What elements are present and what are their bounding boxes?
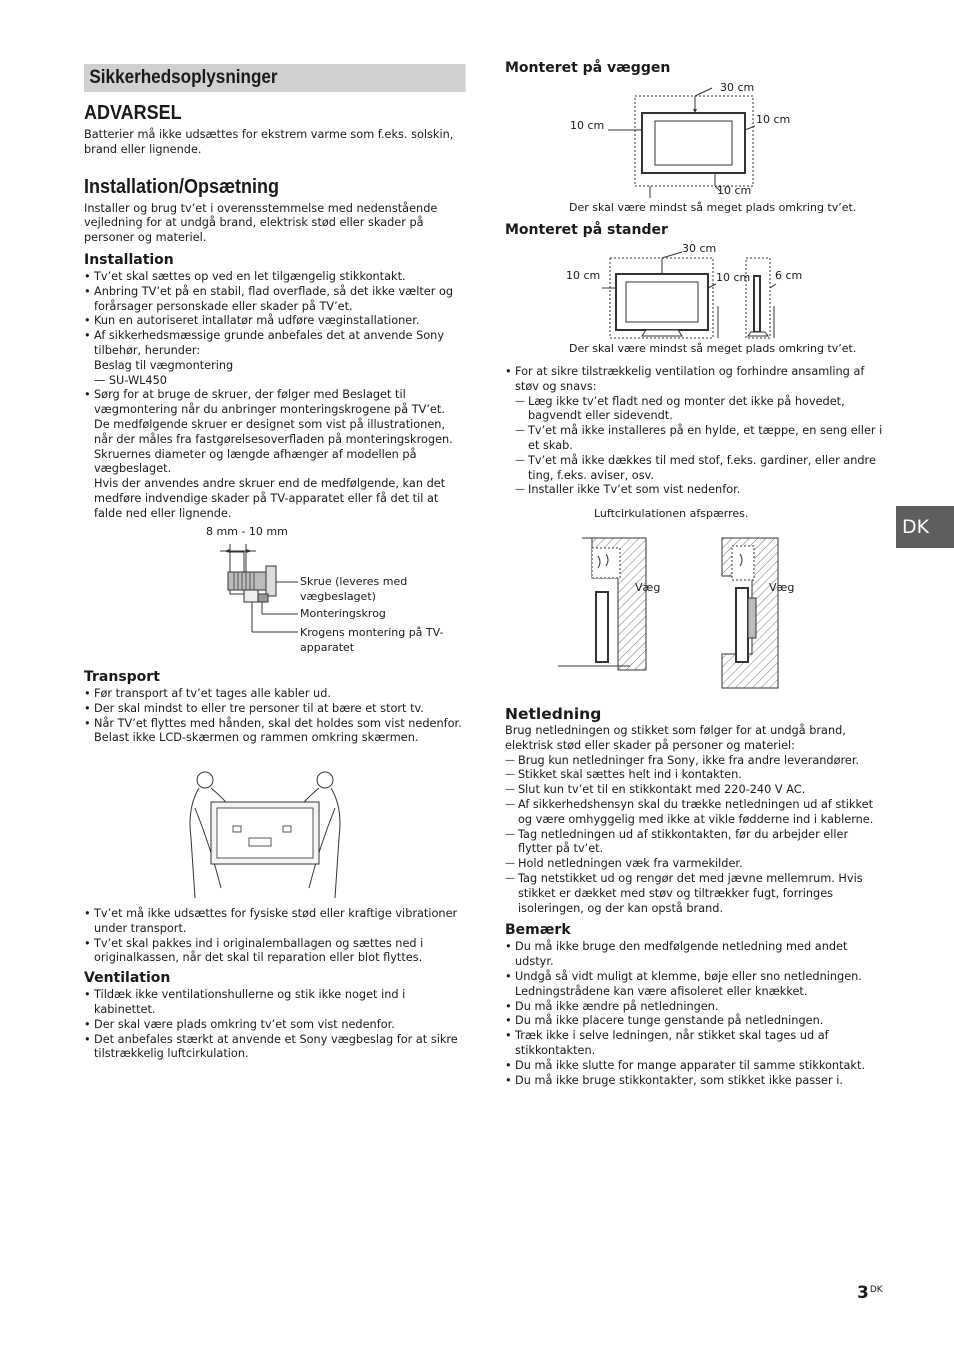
bemaerk-heading: Bemærk (505, 922, 571, 939)
list-item: — Brug kun netledninger fra Sony, ikke fra andre leverandører. (505, 754, 885, 769)
list-item: • Du må ikke bruge den medfølgende netledning med andet udstyr. (505, 940, 885, 970)
transport-list-2 (84, 907, 464, 966)
airflow-diagram (556, 536, 795, 691)
page-number-value: 3 (857, 1283, 869, 1303)
stand-mount-diagram (560, 240, 880, 340)
carry-tv-illustration (185, 768, 345, 900)
stand-right-clearance: 10 cm (716, 271, 751, 284)
page-number-suffix: DK (869, 1285, 883, 1295)
wall-left-clearance: 10 cm (570, 119, 605, 132)
netledning-section (505, 704, 885, 1088)
list-item: • Du må ikke ændre på netledningen. (505, 1000, 885, 1015)
installation-heading: Installation (84, 251, 174, 268)
list-item: • Anbring TV’et på en stabil, flad overflade, så det ikke vælter og forårsager personskade eller skader på TV’et. (84, 285, 464, 315)
transport-heading: Transport (84, 669, 160, 685)
ventilation-list (84, 988, 464, 1062)
airflow-sublist (515, 395, 885, 499)
bemaerk-list (505, 940, 885, 1088)
list-item: • Sørg for at bruge de skruer, der følger med Beslaget til vægmontering når du anbringer monteringskrogene på TV’et. De medfølgende skruer er designet som vist på illustrationen, når der måles fra fastgørelsesoverfladen på monteringskrogen. Skruernes diameter og længde afhænger af modellen på vægbeslaget. Hvis der anvendes andre skruer end de medfølgende, kan det medføre indvendige skader på TV-apparatet eller få det til at falde ned eller lignende. (84, 388, 464, 521)
list-item: — Hold netledningen væk fra varmekilder. (505, 857, 885, 872)
list-item: • Når TV’et flyttes med hånden, skal det holdes som vist nedenfor. Belast ikke LCD-skærmen og rammen omkring skærmen. (84, 717, 464, 747)
airflow-list (505, 365, 885, 498)
stand-side-clearance: 6 cm (775, 269, 803, 282)
wall-mount-illustration (560, 78, 880, 200)
screw-dimension-label: 8 mm - 10 mm (206, 525, 288, 538)
list-item: • Der skal mindst to eller tre personer til at bære et stort tv. (84, 702, 464, 717)
installation-list (84, 270, 464, 522)
airflow-section (505, 365, 885, 498)
list-item: • Det anbefales stærkt at anvende et Sony vægbeslag for at sikre tilstrækkelig luftcirkulation. (84, 1033, 464, 1063)
list-item: • Af sikkerhedsmæssige grunde anbefales det at anvende Sony tilbehør, herunder: Beslag til vægmontering — SU-WL450 (84, 329, 464, 388)
transport-list (84, 687, 464, 746)
screw-illustration (200, 524, 310, 659)
list-item: • Du må ikke slutte for mange apparater til samme stikkontakt. (505, 1059, 885, 1074)
wall-label-2: Væg (769, 581, 795, 594)
wall-mount-diagram (560, 78, 880, 200)
list-item: • Tv’et må ikke udsættes for fysiske stød eller kraftige vibrationer under transport. (84, 907, 464, 937)
ventilation-heading: Ventilation (84, 970, 171, 987)
list-item: • Du må ikke bruge stikkontakter, som stikket ikke passer i. (505, 1074, 885, 1089)
left-column (84, 101, 464, 522)
hook-mount-label: Krogens montering på TV-apparatet (300, 626, 444, 654)
hook-label: Monteringskrog (300, 607, 386, 620)
list-item: — Installer ikke Tv’et som vist nedenfor. (515, 483, 885, 498)
stand-mount-illustration (560, 240, 880, 340)
list-item: — Læg ikke tv’et fladt ned og monter det ikke på hovedet, bagvendt eller sidevendt. (515, 395, 885, 425)
stand-mount-caption: Der skal være mindst så meget plads omkring tv’et. (569, 342, 857, 355)
list-item: — Tag netstikket ud og rengør det med jævne mellemrum. Hvis stikket er dækket med støv og tiltrækker fugt, forringes isoleringen, og der kan opstå brand. (505, 872, 885, 916)
stand-left-clearance: 10 cm (566, 269, 601, 282)
language-tab: DK (896, 506, 954, 548)
list-item: • Kun en autoriseret intallatør må udføre væginstallationer. (84, 314, 464, 329)
list-item: • Tv’et skal sættes op ved en let tilgængelig stikkontakt. (84, 270, 464, 285)
list-item: — Tv’et må ikke installeres på en hylde, et tæppe, en seng eller i et skab. (515, 424, 885, 454)
list-item: • Undgå så vidt muligt at klemme, bøje eller sno netledningen. Ledningstrådene kan være afisoleret eller knækket. (505, 970, 885, 1000)
wall-mount-heading: Monteret på væggen (505, 60, 671, 76)
installation-opsaetning-heading: Installation/Opsætning (84, 175, 280, 198)
stand-top-clearance: 30 cm (682, 242, 717, 255)
netledning-list (505, 754, 885, 917)
airflow-intro: For at sikre tilstrækkelig ventilation og forhindre ansamling af støv og snavs: (515, 365, 865, 393)
list-item: — Tag netledningen ud af stikkontakten, før du arbejder eller flytter på tv’et. (505, 828, 885, 858)
netledning-intro: Brug netledningen og stikket som følger for at undgå brand, elektrisk stød eller skader på personer og materiel: (505, 724, 846, 752)
list-item: • Der skal være plads omkring tv’et som vist nedenfor. (84, 1018, 464, 1033)
advarsel-text: Batterier må ikke udsættes for ekstrem varme som f.eks. solskin, brand eller lignende. (84, 128, 454, 156)
wall-bottom-clearance: 10 cm (717, 184, 752, 197)
list-item (505, 365, 885, 498)
page-number (857, 1283, 883, 1303)
transport-section-2 (84, 907, 464, 1062)
airflow-caption: Luftcirkulationen afspærres. (594, 507, 749, 520)
wall-label-1: Væg (635, 581, 661, 594)
list-item: — Tv’et må ikke dækkes til med stof, f.eks. gardiner, eller andre ting, f.eks. aviser, osv. (515, 454, 885, 484)
wall-top-clearance: 30 cm (720, 81, 755, 94)
wall-right-clearance: 10 cm (756, 113, 791, 126)
screw-label: Skrue (leveres med vægbeslaget) (300, 575, 408, 603)
list-item: • Tildæk ikke ventilationshullerne og stik ikke noget ind i kabinettet. (84, 988, 464, 1018)
list-item: — Af sikkerhedshensyn skal du trække netledningen ud af stikket og være omhyggelig med ikke at vikle fødderne ind i kablerne. (505, 798, 885, 828)
wall-mount-caption: Der skal være mindst så meget plads omkring tv’et. (569, 201, 857, 214)
list-item: • Du må ikke placere tunge genstande på netledningen. (505, 1014, 885, 1029)
stand-mount-heading: Monteret på stander (505, 222, 668, 238)
list-item: • Tv’et skal pakkes ind i originalemballagen og sættes ned i originalkassen, når det skal til reparation eller blot flyttes. (84, 937, 464, 967)
section-title: Sikkerhedsoplysninger (84, 64, 466, 92)
netledning-heading: Netledning (505, 705, 602, 723)
advarsel-heading: ADVARSEL (84, 102, 182, 124)
transport-section (84, 668, 464, 746)
list-item: • Før transport af tv’et tages alle kabler ud. (84, 687, 464, 702)
list-item: • Træk ikke i selve ledningen, når stikket skal tages ud af stikkontakten. (505, 1029, 885, 1059)
list-item: — Slut kun tv’et til en stikkontakt med 220-240 V AC. (505, 783, 885, 798)
installation-opsaetning-intro: Installer og brug tv’et i overensstemmelse med nedenstående vejledning for at undgå brand, elektrisk stød eller skader på personer og materiel. (84, 201, 438, 245)
list-item: — Stikket skal sættes helt ind i kontakten. (505, 768, 885, 783)
screw-diagram (200, 524, 470, 659)
airflow-illustration (556, 536, 786, 691)
